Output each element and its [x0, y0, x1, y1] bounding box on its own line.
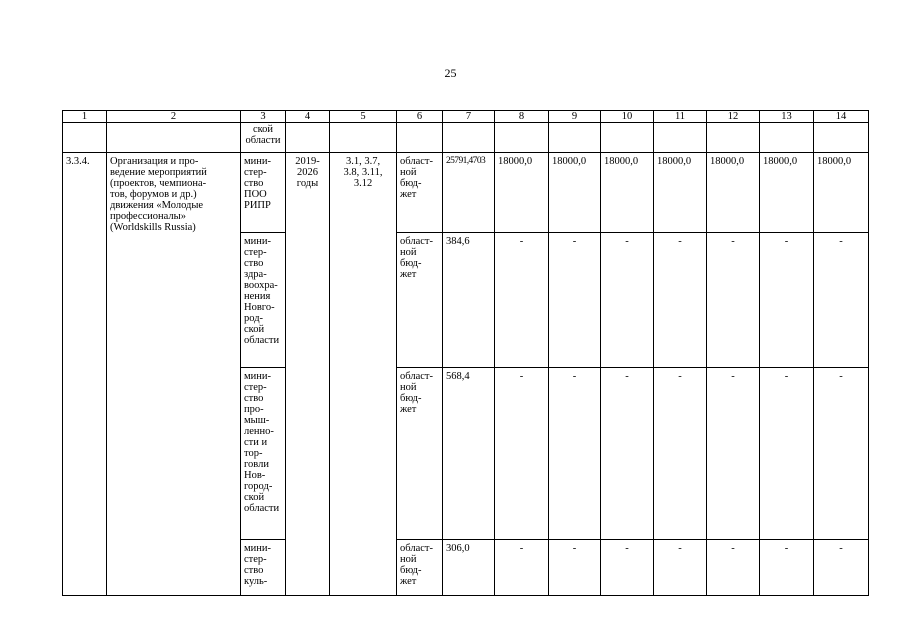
table-row [63, 153, 869, 233]
year-cell: 18000,0 [760, 153, 814, 233]
year-cell: 18000,0 [601, 153, 654, 233]
year-cell: - [760, 540, 814, 596]
header-cell: 12 [707, 111, 760, 123]
total-cell: 25791,4703 [443, 153, 495, 233]
year-cell: 18000,0 [707, 153, 760, 233]
year-cell: 18000,0 [495, 153, 549, 233]
header-row [63, 111, 869, 123]
header-cell: 13 [760, 111, 814, 123]
executor-cell: мини- стер- ство куль- [241, 540, 286, 596]
source-cell: област- ной бюд- жет [397, 540, 443, 596]
executor-cell: мини- стер- ство здра- воохра- нения Новго- род- ской области [241, 233, 286, 368]
header-cell: 9 [549, 111, 601, 123]
budget-table [62, 110, 869, 596]
year-cell: - [814, 368, 869, 540]
year-cell: - [707, 233, 760, 368]
year-cell: - [495, 233, 549, 368]
total-cell: 568,4 [443, 368, 495, 540]
year-cell: - [654, 368, 707, 540]
header-cell: 3 [241, 111, 286, 123]
year-cell: - [601, 368, 654, 540]
year-cell: - [601, 233, 654, 368]
executor-cell: мини- стер- ство ПОО РИПР [241, 153, 286, 233]
source-cell: област- ной бюд- жет [397, 153, 443, 233]
year-cell: 18000,0 [549, 153, 601, 233]
year-cell: - [814, 233, 869, 368]
item-number: 3.3.4. [63, 153, 107, 596]
indicators-cell: 3.1, 3.7, 3.8, 3.11, 3.12 [330, 153, 397, 596]
header-cell: 6 [397, 111, 443, 123]
header-cell: 1 [63, 111, 107, 123]
year-cell: - [760, 368, 814, 540]
year-cell: - [601, 540, 654, 596]
header-cell: 11 [654, 111, 707, 123]
header-cell: 7 [443, 111, 495, 123]
page-number: 25 [444, 66, 457, 80]
executor-cell: мини- стер- ство про- мыш- ленно- сти и тор- говли Нов- город- ской области [241, 368, 286, 540]
year-cell: - [549, 233, 601, 368]
header-cell: 2 [107, 111, 241, 123]
year-cell: - [814, 540, 869, 596]
header-cell: 8 [495, 111, 549, 123]
year-cell: - [495, 368, 549, 540]
source-cell: област- ной бюд- жет [397, 368, 443, 540]
year-cell: 18000,0 [654, 153, 707, 233]
total-cell: 384,6 [443, 233, 495, 368]
year-cell: - [654, 233, 707, 368]
continuation-row [63, 123, 869, 153]
year-cell: - [654, 540, 707, 596]
header-cell: 4 [286, 111, 330, 123]
year-cell: - [707, 368, 760, 540]
year-cell: - [549, 368, 601, 540]
year-cell: 18000,0 [814, 153, 869, 233]
period-cell: 2019- 2026 годы [286, 153, 330, 596]
year-cell: - [549, 540, 601, 596]
year-cell: - [495, 540, 549, 596]
year-cell: - [707, 540, 760, 596]
year-cell: - [760, 233, 814, 368]
total-cell: 306,0 [443, 540, 495, 596]
header-cell: 10 [601, 111, 654, 123]
item-title: Организация и про- ведение мероприятий (проектов, чемпиона- тов, форумов и др.) движения «Молодые профессионалы» (Worldskills Russia) [107, 153, 241, 596]
header-cell: 14 [814, 111, 869, 123]
source-cell: област- ной бюд- жет [397, 233, 443, 368]
header-cell: 5 [330, 111, 397, 123]
executor-cell: ской области [241, 123, 286, 153]
